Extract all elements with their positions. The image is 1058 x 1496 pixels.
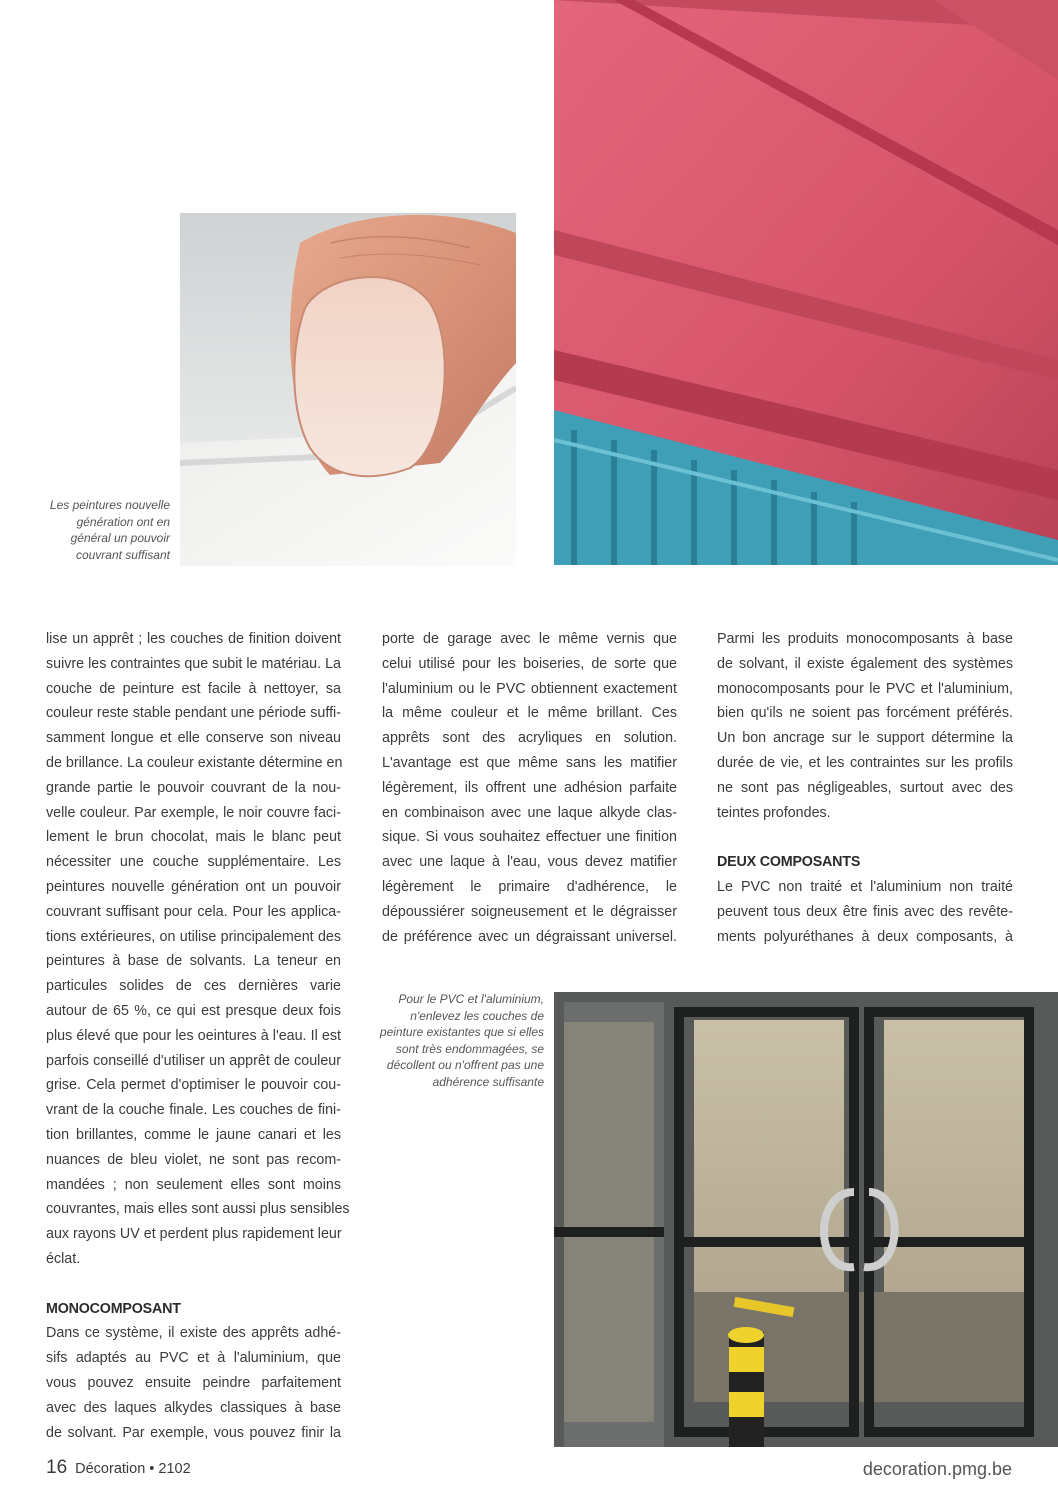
caption-line: couvrant suffisant — [75, 547, 170, 562]
red-painted-fascia-photo — [554, 0, 1058, 565]
text-line: velle couleur. Par exemple, le noir couvre faci- — [46, 804, 341, 821]
text-line: avec des laques alkydes classiques à base — [46, 1399, 341, 1416]
caption-line: décollent ou n'offrent pas une — [386, 1058, 544, 1072]
text-line: de solvant, il existe également des systèmes — [717, 655, 1013, 672]
text-line: sique. Si vous souhaitez effectuer une finition — [382, 829, 677, 846]
website-link[interactable]: decoration.pmg.be — [862, 1459, 1012, 1479]
text-line: peuvent tous deux être finis avec des revête- — [717, 903, 1013, 920]
text-line: durée de vie, et les contraintes sur les profils — [717, 754, 1013, 771]
section-heading-deux-composants: DEUX COMPOSANTS — [717, 854, 861, 871]
caption-line: adhérence suffisante — [432, 1074, 544, 1089]
text-line: grande partie le pouvoir couvrant de la nou- — [46, 779, 341, 796]
text-line: teintes profondes. — [717, 804, 831, 821]
text-line: samment longue et elle conserve son niveau — [46, 730, 341, 747]
publication-name: Décoration • 2102 — [75, 1461, 191, 1477]
text-line: Dans ce système, il existe des apprêts adhé- — [46, 1325, 341, 1342]
text-line: tion brillantes, comme le jaune canari et les — [46, 1126, 341, 1143]
text-line: Le PVC non traité et l'aluminium non traité — [717, 878, 1013, 895]
paragraph — [46, 1321, 341, 1445]
text-line: de préférence avec un dégraissant universel. — [382, 928, 677, 945]
text-line: couche de peinture est facile à nettoyer, sa — [46, 680, 341, 697]
text-line: lement le brun chocolat, mais le blanc peut — [46, 829, 341, 846]
text-line: en combinaison avec une laque alkyde clas- — [382, 804, 677, 821]
text-line: vrant de la couche finale. Les couches de fini- — [46, 1102, 341, 1119]
text-line: avec une laque à l'eau, vous devez matifier — [382, 854, 677, 871]
text-line: parfois conseillé d'utiliser un apprêt de couleur — [46, 1052, 341, 1069]
text-line: couvrantes, mais elles sont aussi plus sensibles — [46, 1201, 350, 1218]
text-line: aux rayons UV et perdent plus rapidement leur — [46, 1226, 342, 1243]
text-line: peintures nouvelle génération ont un pouvoir — [46, 878, 341, 895]
text-line: celui utilisé pour les boiseries, de sorte que — [382, 655, 677, 672]
text-line: tions extérieures, on utilise principalement des — [46, 928, 341, 945]
text-line: autour de 65 %, ce qui est presque deux fois — [46, 1002, 341, 1019]
caption-line: n'enlevez les couches de — [410, 1008, 544, 1023]
text-line: sifs adaptés au PVC et à l'aluminium, que — [46, 1350, 341, 1367]
text-line: légèrement le primaire d'adhérence, le — [382, 878, 677, 895]
text-line: nuances de bleu violet, ne sont pas recom- — [46, 1151, 341, 1168]
glass-door-photo — [554, 992, 1058, 1447]
text-line: Parmi les produits monocomposants à base — [717, 631, 1013, 647]
paragraph — [717, 875, 1013, 949]
text-line: particules solides de ces dernières varie — [46, 978, 341, 995]
text-line: l'aluminium ou le PVC obtiennent exactement — [382, 680, 677, 697]
page-number: 16 — [46, 1457, 68, 1478]
paragraph — [382, 627, 677, 949]
text-line: plus élevé que pour les oeintures à l'eau. Il est — [46, 1027, 341, 1044]
text-line: nécessiter une couche supplémentaire. Les — [46, 854, 341, 871]
text-line: la même couleur et le même brillant. Ces — [382, 705, 677, 722]
text-line: grise. Cela permet d'optimiser le pouvoir cou- — [46, 1077, 341, 1094]
text-line: Un bon ancrage sur le support détermine la — [717, 730, 1013, 747]
door-photo-caption — [344, 991, 544, 1090]
text-line: suivre les contraintes que subit le matériau. La — [46, 655, 341, 672]
text-line: L'avantage est que même sans les matifier — [382, 754, 677, 771]
caption-line: peinture existantes que si elles — [379, 1025, 544, 1039]
caption-line: Pour le PVC et l'aluminium, — [398, 992, 544, 1006]
finger-photo-caption — [20, 497, 170, 563]
page-footer — [46, 1457, 191, 1479]
text-line: mandées ; non seulement elles sont moins — [46, 1176, 341, 1193]
section-heading-monocomposant: MONOCOMPOSANT — [46, 1300, 181, 1317]
text-line: dépoussiérer soigneusement et le dégraisser — [382, 903, 677, 920]
text-line: peintures à base de solvants. La teneur en — [46, 953, 341, 970]
text-line: de brillance. La couleur existante détermine en — [46, 754, 343, 771]
text-line: vous pouvez ensuite peindre parfaitement — [46, 1374, 341, 1391]
text-line: éclat. — [46, 1250, 81, 1267]
text-line: porte de garage avec le même vernis que — [382, 631, 677, 647]
text-line: légèrement, ils offrent une adhésion parfaite — [382, 779, 677, 796]
text-column-1 — [46, 627, 350, 1445]
text-line: lise un apprêt ; les couches de finition doivent — [46, 631, 341, 647]
caption-line: Les peintures nouvelle — [49, 498, 170, 512]
caption-line: général un pouvoir — [70, 531, 170, 545]
text-line: ments polyuréthanes à deux composants, à — [717, 928, 1013, 945]
caption-line: sont très endommagées, se — [395, 1041, 544, 1056]
caption-line: génération ont en — [76, 514, 170, 529]
text-line: ne sont pas négligeables, surtout avec des — [717, 779, 1013, 796]
text-line: couvrant suffisant pour cela. Pour les applica- — [46, 903, 341, 920]
paragraph — [717, 627, 1013, 825]
text-column-3 — [717, 627, 1013, 949]
text-column-2 — [382, 627, 677, 949]
text-line: couleur reste stable pendant une période suffi- — [46, 705, 341, 722]
text-line: monocomposants pour le PVC et l'aluminium, — [717, 680, 1013, 697]
text-line: de solvant. Par exemple, vous pouvez finir la — [46, 1424, 341, 1441]
thumb-on-white-surface-photo — [180, 213, 516, 566]
text-line: bien qu'ils ne soient pas forcément préférés. — [717, 705, 1013, 722]
text-line: apprêts sont des acryliques en solution. — [382, 730, 677, 747]
paragraph — [46, 627, 350, 1272]
